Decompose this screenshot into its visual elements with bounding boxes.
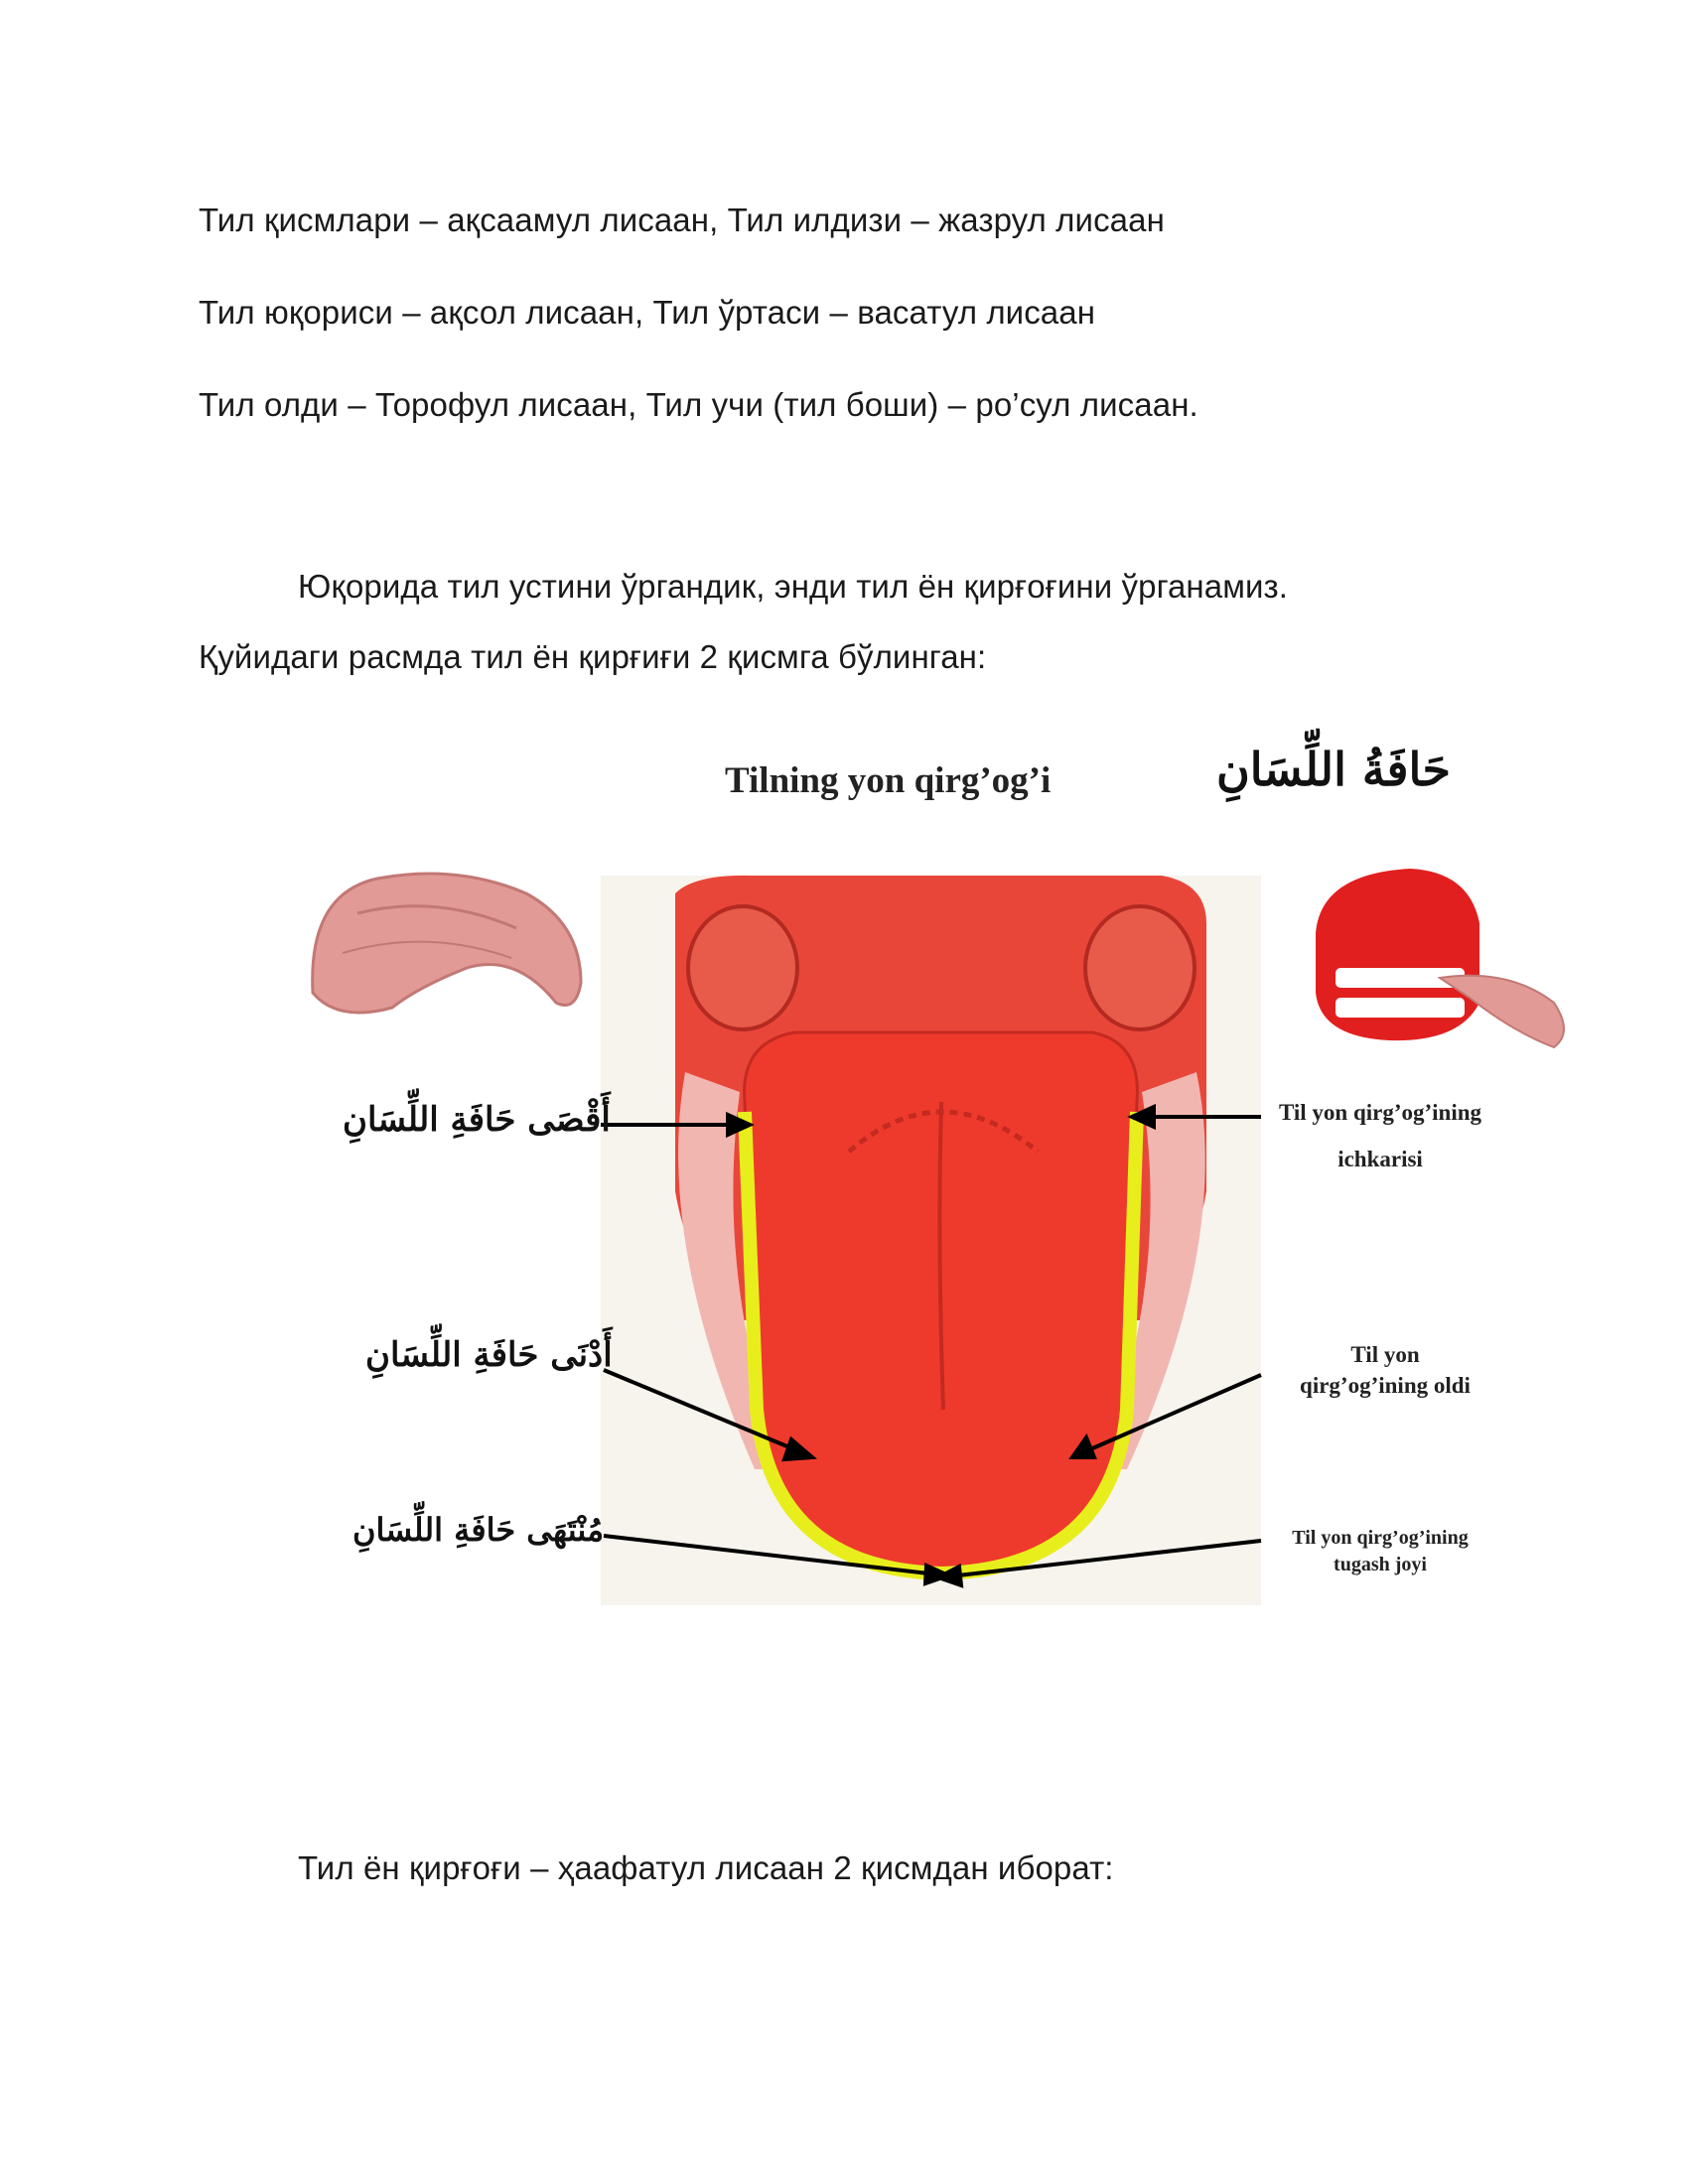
label-front-edge-line1: Til yon — [1350, 1342, 1420, 1367]
text-line-tongue-upper-middle: Тил юқориси – ақсол лисаан, Тил ўртаси – васатул лисаан — [199, 294, 1096, 331]
label-end-edge-arabic: مُنْتَهَى حَافَةِ اللِّسَانِ — [352, 1511, 605, 1549]
label-front-edge-line2: qirg’og’ining oldi — [1300, 1373, 1471, 1398]
label-back-edge-arabic: أَقْصَى حَافَةِ اللِّسَانِ — [343, 1100, 611, 1140]
label-end-edge-line1: Til yon qirg’og’ining — [1292, 1527, 1469, 1549]
text-line-tongue-front-tip: Тил олди – Торофул лисаан, Тил учи (тил боши) – ро’сул лисаан. — [199, 386, 1198, 423]
label-near-edge-arabic: أَدْنَى حَافَةِ اللِّسَانِ — [365, 1335, 613, 1375]
toy-teeth-with-tongue-icon — [1316, 869, 1564, 1047]
text-line-tongue-parts: Тил қисмлари – ақсаамул лисаан, Тил илдизи – жазрул лисаан — [199, 202, 1165, 238]
text-paragraph-bottom: Тил ён қирғоғи – ҳаафатул лисаан 2 қисмдан иборат: — [298, 1849, 1114, 1886]
text-paragraph-intro: Юқорида тил устини ўргандик, энди тил ён қирғоғини ўрганамиз. — [298, 568, 1289, 605]
tongue-side-view-icon — [313, 874, 581, 1013]
label-inner-edge-line1: Til yon qirg’og’ining — [1278, 1100, 1482, 1125]
figure-title-arabic: حَافَةُ اللِّسَانِ — [1216, 743, 1451, 796]
right-tonsil — [1085, 906, 1195, 1029]
figure-title-latin: Tilning yon qirg’og’i — [725, 760, 1052, 801]
label-end-edge-line2: tugash joyi — [1334, 1554, 1427, 1575]
label-inner-edge-line2: ichkarisi — [1337, 1147, 1423, 1171]
left-tonsil — [688, 906, 797, 1029]
text-paragraph-figure-caption: Қуйидаги расмда тил ён қирғиғи 2 қисмга бўлинган: — [199, 638, 987, 675]
